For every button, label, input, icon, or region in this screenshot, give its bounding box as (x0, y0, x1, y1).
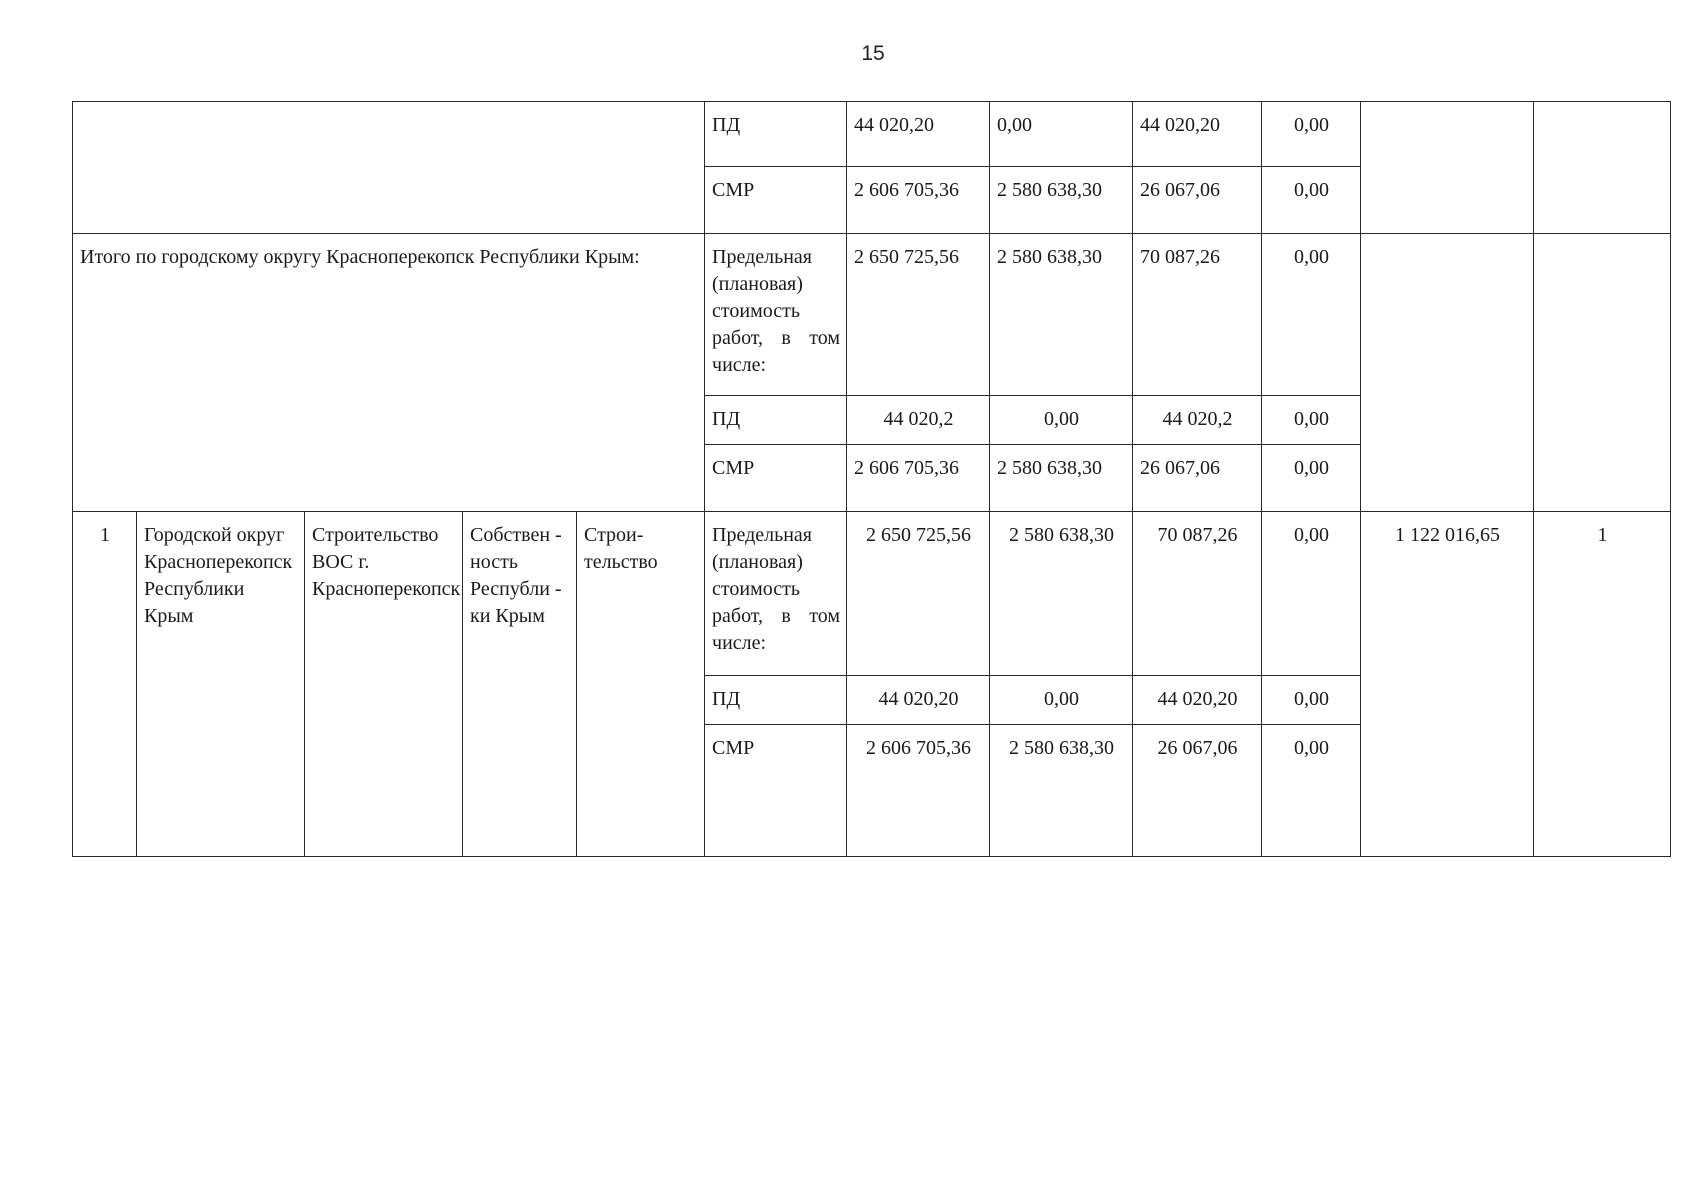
funding-cell-2: 2 580 638,30 (990, 445, 1133, 511)
funding-cell-2: 2 580 638,30 (990, 167, 1133, 233)
last-value-cell: 1 (1534, 511, 1671, 856)
item-number-cell: 1 (73, 511, 137, 856)
last-blank-cell (1534, 233, 1671, 511)
total-cost-cell: 44 020,20 (847, 675, 990, 724)
funding-cell-4: 0,00 (1262, 102, 1361, 167)
total-cost-cell: 2 606 705,36 (847, 445, 990, 511)
funding-cell-3: 70 087,26 (1133, 233, 1262, 395)
funding-cell-2: 2 580 638,30 (990, 725, 1133, 857)
funding-cell-3: 44 020,20 (1133, 102, 1262, 167)
funding-cell-4: 0,00 (1262, 233, 1361, 395)
funding-cell-4: 0,00 (1262, 511, 1361, 675)
funding-cell-4: 0,00 (1262, 167, 1361, 233)
funding-cell-2: 2 580 638,30 (990, 233, 1133, 395)
total-cost-cell: 44 020,20 (847, 102, 990, 167)
total-cost-cell: 2 650 725,56 (847, 511, 990, 675)
work-type-cell: СМР (705, 167, 847, 233)
work-kind-cell: Строи- тельство (577, 511, 705, 856)
work-type-cell: СМР (705, 445, 847, 511)
budget-table (72, 101, 1671, 857)
funding-cell-3: 26 067,06 (1133, 445, 1262, 511)
total-label-cell: Итого по городскому округу Красноперекопск Республики Крым: (73, 233, 705, 511)
capacity-blank-cell (1361, 233, 1534, 511)
funding-cell-3: 26 067,06 (1133, 725, 1262, 857)
funding-cell-3: 70 087,26 (1133, 511, 1262, 675)
object-cell: Строительство ВОС г. Красноперекопск (305, 511, 463, 856)
funding-cell-4: 0,00 (1262, 445, 1361, 511)
work-type-cell: Предельная (плановая) стоимость работ, в том числе: (705, 511, 847, 675)
table-row (73, 102, 1671, 167)
capacity-blank-cell (1361, 102, 1534, 234)
municipality-cell: Городской округ Красноперекопск Республики Крым (137, 511, 305, 856)
work-type-cell: ПД (705, 395, 847, 444)
funding-cell-3: 44 020,2 (1133, 395, 1262, 444)
funding-cell-3: 44 020,20 (1133, 675, 1262, 724)
funding-cell-2: 0,00 (990, 102, 1133, 167)
funding-cell-2: 2 580 638,30 (990, 511, 1133, 675)
table-row (73, 233, 1671, 395)
total-cost-cell: 2 650 725,56 (847, 233, 990, 395)
capacity-cell: 1 122 016,65 (1361, 511, 1534, 856)
funding-cell-4: 0,00 (1262, 395, 1361, 444)
funding-cell-4: 0,00 (1262, 725, 1361, 857)
total-cost-cell: 2 606 705,36 (847, 167, 990, 233)
continuation-blank-cell (73, 102, 705, 234)
work-type-cell: СМР (705, 725, 847, 857)
work-type-cell: ПД (705, 102, 847, 167)
last-blank-cell (1534, 102, 1671, 234)
table-row (73, 511, 1671, 675)
total-cost-cell: 2 606 705,36 (847, 725, 990, 857)
work-type-cell: ПД (705, 675, 847, 724)
ownership-cell: Собствен - ность Республи - ки Крым (463, 511, 577, 856)
funding-cell-2: 0,00 (990, 675, 1133, 724)
funding-cell-4: 0,00 (1262, 675, 1361, 724)
work-type-cell: Предельная (плановая) стоимость работ, в том числе: (705, 233, 847, 395)
page-number: 15 (861, 42, 885, 65)
funding-cell-3: 26 067,06 (1133, 167, 1262, 233)
total-cost-cell: 44 020,2 (847, 395, 990, 444)
funding-cell-2: 0,00 (990, 395, 1133, 444)
